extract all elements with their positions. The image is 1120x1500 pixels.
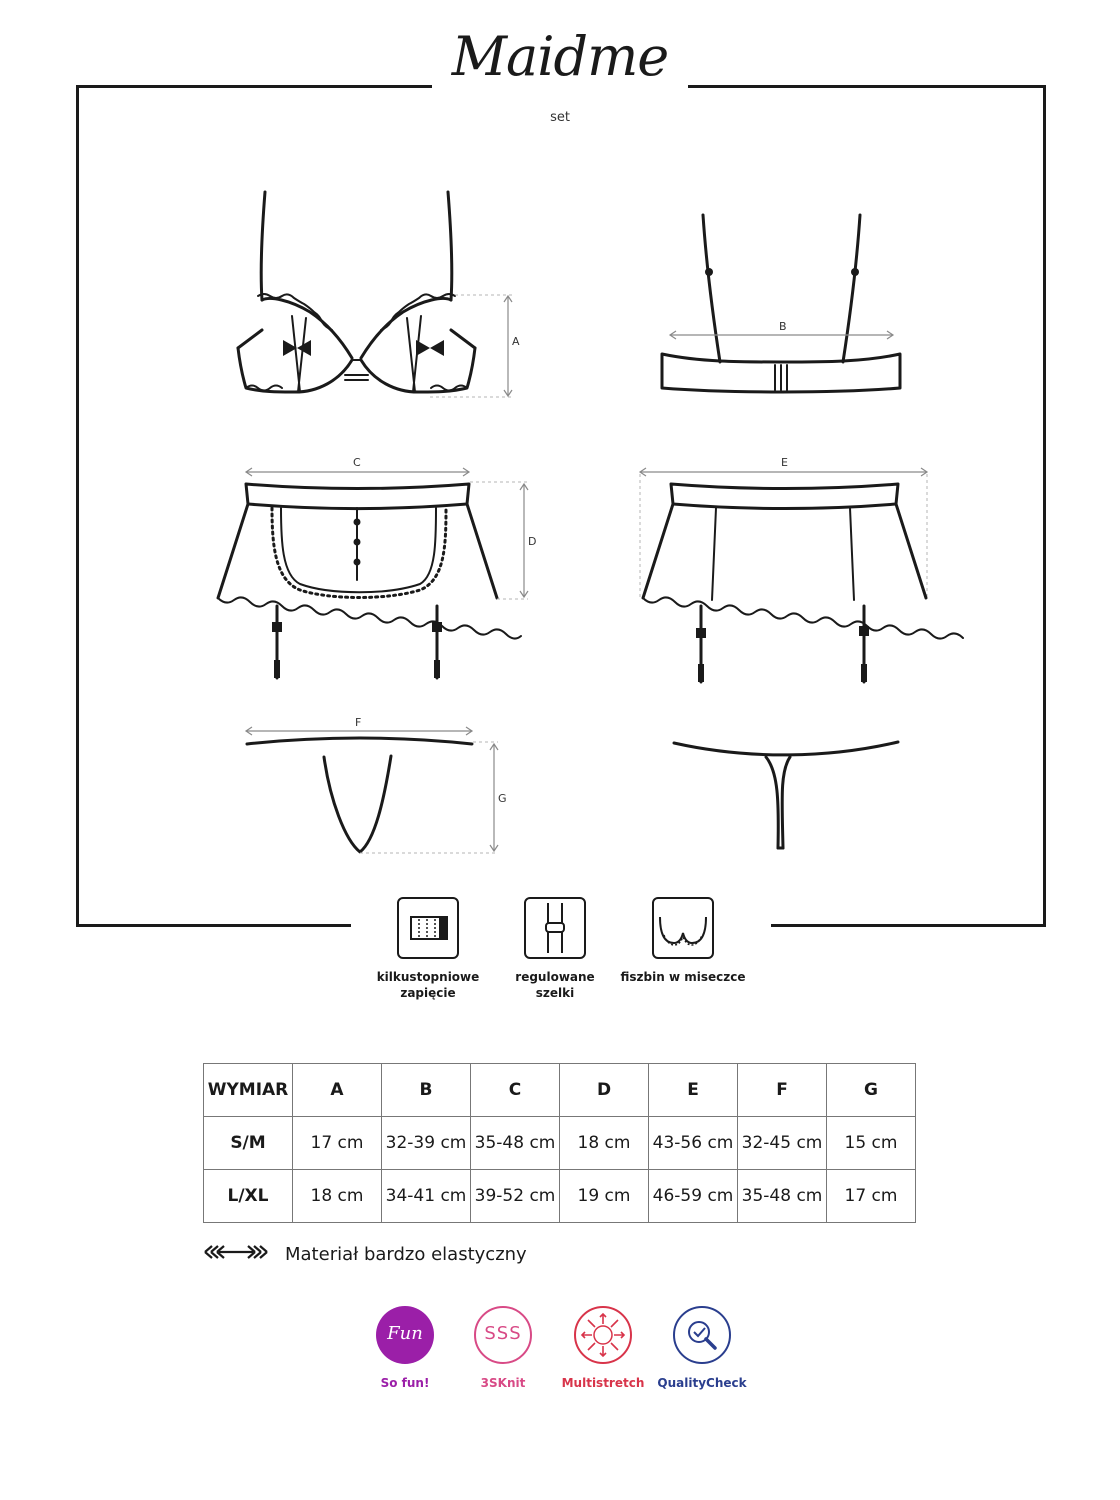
badge-label: So fun!: [380, 1376, 430, 1390]
column-header: WYMIAR: [204, 1064, 293, 1117]
thong-front-drawing: [246, 716, 507, 853]
product-subtitle: set: [550, 110, 570, 125]
table-row: [204, 1170, 916, 1223]
feature-underwire-cup: [613, 897, 753, 985]
thong-back-drawing: [674, 742, 898, 848]
elastic-note: [203, 1241, 527, 1267]
table-row: [204, 1117, 916, 1170]
badge-quality-check: [647, 1306, 757, 1390]
column-header: F: [738, 1064, 827, 1117]
table-cell: 35-48 cm: [471, 1117, 560, 1170]
feature-label-line1: fiszbin w miseczce: [620, 970, 746, 984]
badge-3sknit: [448, 1306, 558, 1390]
table-cell: 18 cm: [293, 1170, 382, 1223]
sss-knit-icon: [474, 1306, 532, 1364]
fun-badge-glyph: Fun: [387, 1323, 423, 1344]
brand-logo: Maidme: [451, 25, 669, 88]
table-cell: 32-39 cm: [382, 1117, 471, 1170]
sss-knit-glyph: SSS: [484, 1323, 522, 1344]
multistretch-icon: [574, 1306, 632, 1364]
badge-label: Multistretch: [561, 1376, 645, 1390]
table-cell: 32-45 cm: [738, 1117, 827, 1170]
skirt-back-drawing: [640, 456, 963, 682]
table-cell: 17 cm: [293, 1117, 382, 1170]
label-D: D: [528, 535, 537, 548]
label-C: C: [353, 456, 361, 469]
badge-label: 3SKnit: [480, 1376, 526, 1390]
table-cell: 43-56 cm: [649, 1117, 738, 1170]
column-header: G: [827, 1064, 916, 1117]
table-cell: 35-48 cm: [738, 1170, 827, 1223]
badge-multistretch: [548, 1306, 658, 1390]
feature-label-line1: kilkustopniowe: [376, 970, 480, 984]
row-size-label: L/XL: [204, 1170, 293, 1223]
bra-front-drawing: [238, 192, 520, 397]
frame-bottom-right: [771, 924, 1046, 927]
adjustable-strap-icon: [524, 897, 586, 959]
feature-label-line2: szelki: [535, 986, 575, 1000]
feature-multi-hook-clasp: [358, 897, 498, 1001]
label-G: G: [498, 792, 507, 805]
label-B: B: [779, 320, 787, 333]
label-F: F: [355, 716, 362, 729]
badge-so-fun: [350, 1306, 460, 1390]
column-header: D: [560, 1064, 649, 1117]
badge-label: QualityCheck: [657, 1376, 747, 1390]
fun-badge-icon: [376, 1306, 434, 1364]
bra-back-drawing: [662, 215, 900, 392]
column-header: E: [649, 1064, 738, 1117]
table-cell: 18 cm: [560, 1117, 649, 1170]
row-size-label: S/M: [204, 1117, 293, 1170]
multi-hook-clasp-icon: [397, 897, 459, 959]
table-cell: 17 cm: [827, 1170, 916, 1223]
table-cell: 34-41 cm: [382, 1170, 471, 1223]
feature-adjustable-straps: [485, 897, 625, 1001]
frame-bottom-left: [76, 924, 351, 927]
column-header: B: [382, 1064, 471, 1117]
size-table: [203, 1063, 916, 1223]
label-A: A: [512, 335, 520, 348]
table-header-row: [204, 1064, 916, 1117]
feature-label-line2: zapięcie: [400, 986, 456, 1000]
table-cell: 15 cm: [827, 1117, 916, 1170]
feature-label-line1: regulowane: [515, 970, 595, 984]
table-cell: 46-59 cm: [649, 1170, 738, 1223]
skirt-front-drawing: [218, 456, 536, 678]
quality-check-icon: [673, 1306, 731, 1364]
elastic-note-text: Materiał bardzo elastyczny: [285, 1243, 527, 1265]
table-cell: 39-52 cm: [471, 1170, 560, 1223]
stretch-arrows-icon: [203, 1244, 269, 1264]
label-E: E: [781, 456, 788, 469]
column-header: A: [293, 1064, 382, 1117]
column-header: C: [471, 1064, 560, 1117]
underwire-cup-icon: [652, 897, 714, 959]
table-cell: 19 cm: [560, 1170, 649, 1223]
